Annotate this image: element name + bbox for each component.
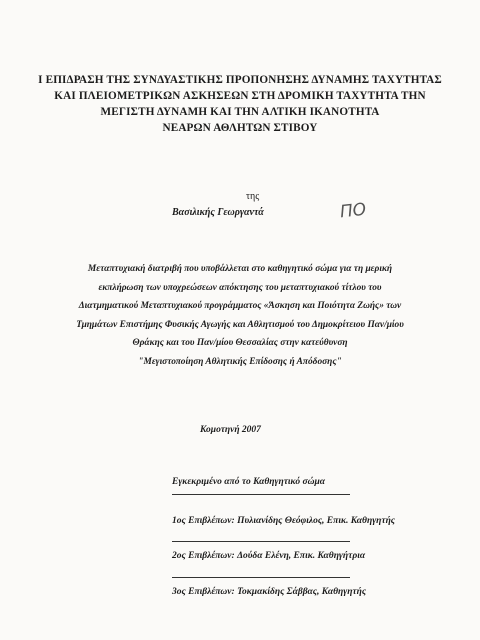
committee-member	[172, 516, 395, 526]
title-line: ΝΕΑΡΩΝ ΑΘΛΗΤΩΝ ΣΤΙΒΟΥ	[162, 122, 318, 134]
committee-member	[172, 587, 366, 597]
handwritten-note: ΠΟ	[339, 199, 368, 223]
description-line: Τμημάτων Επιστήμης Φυσικής Αγωγής και Αθλητισμού του Δημοκρίτειου Παν/μίου	[76, 319, 404, 330]
thesis-description	[20, 260, 460, 371]
member-role: 1ος Επιβλέπων:	[172, 516, 235, 526]
signature-line	[172, 577, 350, 578]
description-line: Θράκης και του Παν/μίου Θεσσαλίας στην κατεύθυνση	[132, 338, 348, 348]
place-date: Κομοτηνή 2007	[200, 425, 261, 435]
member-name: Πυλιανίδης Θεόφιλος, Επικ. Καθηγητής	[237, 516, 396, 526]
committee-member	[172, 551, 365, 561]
thesis-title	[10, 72, 470, 136]
member-role: 2ος Επιβλέπων:	[172, 551, 235, 561]
committee-title: Εγκεκριμένο από το Καθηγητικό σώμα	[172, 477, 326, 487]
author-prefix: της	[246, 191, 260, 202]
title-line: ΚΑΙ ΠΛΕΙΟΜΕΤΡΙΚΩΝ ΑΣΚΗΣΕΩΝ ΣΤΗ ΔΡΟΜΙΚΗ ΤΑΧΥΤΗΤΑ ΤΗΝ	[54, 90, 426, 102]
member-name: Δούδα Ελένη, Επικ. Καθηγήτρια	[237, 551, 366, 561]
title-line: Ι ΕΠΙΔΡΑΣΗ ΤΗΣ ΣΥΝΔΥΑΣΤΙΚΗΣ ΠΡΟΠΟΝΗΣΗΣ ΔΥΝΑΜΗΣ ΤΑΧΥΤΗΤΑΣ	[38, 74, 442, 86]
author-name: Βασιλικής Γεωργαντά	[172, 207, 264, 218]
title-line: ΜΕΓΙΣΤΗ ΔΥΝΑΜΗ ΚΑΙ ΤΗΝ ΑΛΤΙΚΗ ΙΚΑΝΟΤΗΤΑ	[100, 106, 380, 118]
description-line: "Μεγιστοποίηση Αθλητικής Επίδοσης ή Απόδοσης"	[138, 356, 342, 367]
description-line: Διατμηματικού Μεταπτυχιακού προγράμματος «Άσκηση και Ποιότητα Ζωής» των	[78, 301, 402, 311]
description-line: Μεταπτυχιακή διατριβή που υποβάλλεται στο καθηγητικό σώμα για τη μερική	[87, 264, 393, 274]
member-name: Τοκμακίδης Σάββας, Καθηγητής	[237, 587, 367, 597]
description-line: εκπλήρωση των υποχρεώσεων απόκτησης του μεταπτυχιακού τίτλου του	[98, 282, 382, 293]
member-role: 3ος Επιβλέπων:	[172, 587, 235, 597]
signature-line	[172, 541, 350, 542]
signature-line	[172, 494, 350, 495]
